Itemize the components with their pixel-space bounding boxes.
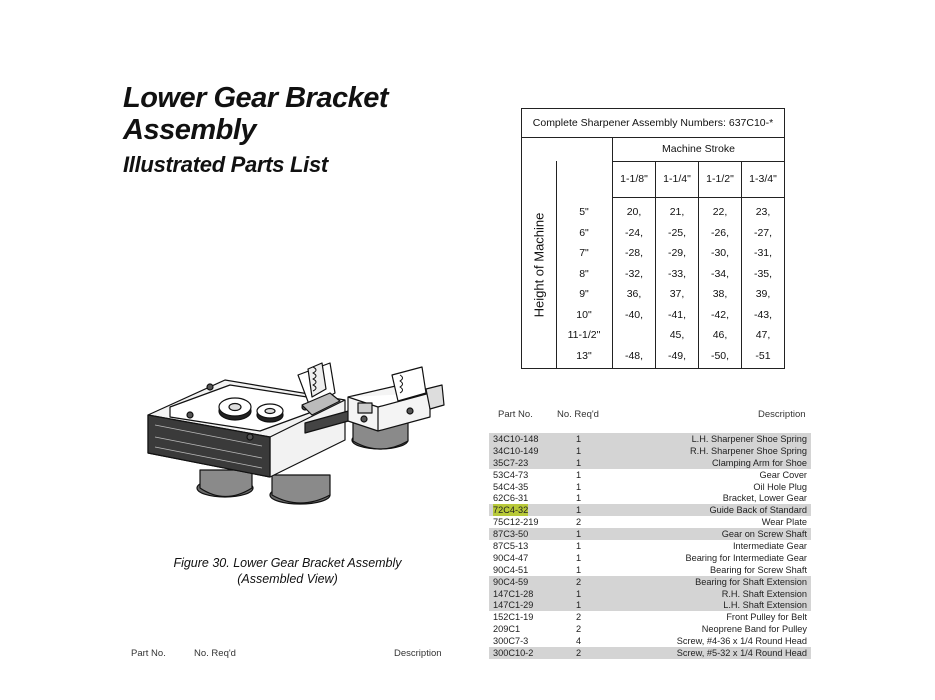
assembly-number-cell: -35,: [753, 267, 773, 280]
assembly-number-cell: 37,: [669, 288, 685, 300]
quantity-required: 1: [576, 457, 582, 468]
quantity-required: 2: [576, 576, 582, 587]
assembly-number-cell: 45,: [669, 329, 685, 341]
assembly-number-cell: 47,: [755, 329, 771, 341]
quantity-required: 1: [576, 493, 582, 504]
part-number: 54C4-35: [493, 481, 529, 492]
part-description: Neoprene Band for Pulley: [701, 624, 807, 635]
stroke-column-header: 1-3/4": [749, 173, 777, 185]
assembly-number-cell: -34,: [710, 267, 730, 280]
part-number: 147C1-29: [493, 600, 534, 611]
part-number: 300C7-3: [493, 636, 529, 647]
quantity-required: 2: [576, 612, 582, 623]
part-description: Front Pulley for Belt: [726, 612, 807, 623]
part-number: 75C12-219: [493, 517, 539, 528]
part-description: Screw, #5-32 x 1/4 Round Head: [676, 648, 807, 659]
lower-gear-bracket-illustration: [130, 345, 450, 520]
column-divider: [698, 161, 699, 368]
column-divider: [741, 161, 742, 368]
part-description: Bearing for Screw Shaft: [709, 564, 807, 575]
part-description: L.H. Sharpener Shoe Spring: [691, 434, 807, 444]
stroke-column-header: 1-1/2": [706, 173, 734, 185]
machine-height-label: 13": [576, 349, 592, 362]
assembly-number-cell: -32,: [624, 267, 644, 280]
quantity-required: 1: [576, 469, 582, 480]
quantity-required: 1: [576, 434, 582, 444]
assembly-number-cell: 38,: [712, 288, 728, 300]
parts-description-header: Description: [758, 409, 806, 420]
machine-height-label: 6": [579, 226, 589, 239]
part-description: Guide Back of Standard: [709, 505, 807, 516]
parts-row: [489, 528, 811, 540]
part-number: 34C10-148: [493, 434, 539, 444]
figure-caption: [145, 555, 430, 587]
part-description: Screw, #4-36 x 1/4 Round Head: [676, 636, 807, 647]
part-number: 62C6-31: [493, 493, 529, 504]
assembly-number-cell: -25,: [667, 226, 687, 239]
assembly-number-table: [521, 108, 785, 369]
quantity-required: 1: [576, 600, 582, 611]
assembly-number-cell: -33,: [667, 267, 687, 280]
machine-height-label: 7": [579, 247, 589, 259]
parts-part-no-header: Part No.: [498, 409, 533, 420]
bottom-part-no-header: Part No.: [131, 648, 166, 659]
assembly-number-cell: -41,: [667, 308, 687, 321]
parts-row: [489, 552, 811, 564]
quantity-required: 1: [576, 564, 582, 575]
part-description: Oil Hole Plug: [753, 481, 807, 492]
parts-row: [489, 611, 811, 623]
assembly-number-cell: -27,: [753, 226, 773, 239]
part-number: 87C5-13: [493, 541, 529, 552]
parts-row: [489, 623, 811, 635]
parts-row: [489, 540, 811, 552]
page-subtitle: Illustrated Parts List: [123, 152, 328, 177]
part-description: R.H. Shaft Extension: [721, 588, 807, 599]
parts-row: [489, 445, 811, 457]
assembly-number-cell: 39,: [755, 288, 771, 300]
assembly-number-cell: -50,: [710, 349, 730, 362]
assembly-number-cell: -29,: [667, 247, 687, 259]
quantity-required: 2: [576, 517, 582, 528]
part-description: Gear Cover: [759, 469, 807, 480]
assembly-number-cell: 22,: [712, 206, 728, 218]
parts-row: [489, 457, 811, 469]
assembly-number-cell: -28,: [624, 247, 644, 259]
quantity-required: 1: [576, 481, 582, 492]
part-number: 209C1: [493, 624, 521, 635]
part-description: Bearing for Intermediate Gear: [685, 552, 807, 563]
height-of-machine-label: Height of Machine: [531, 212, 547, 317]
assembly-number-cell: -26,: [710, 226, 730, 239]
assembly-number-cell: -42,: [710, 308, 730, 321]
part-number: 34C10-149: [493, 445, 539, 456]
part-description: R.H. Sharpener Shoe Spring: [690, 445, 807, 456]
parts-row: [489, 588, 811, 600]
quantity-required: 1: [576, 541, 582, 552]
assembly-number-cell: -40,: [624, 308, 644, 321]
part-description: Intermediate Gear: [732, 541, 807, 552]
column-divider: [655, 161, 656, 368]
part-number: 90C4-59: [493, 576, 529, 587]
parts-row: [489, 576, 811, 588]
assembly-number-cell: -51: [755, 349, 771, 362]
parts-row: [489, 599, 811, 611]
part-description: Clamping Arm for Shoe: [712, 457, 807, 468]
title-block: [123, 82, 388, 178]
parts-row: [489, 564, 811, 576]
parts-row: [489, 492, 811, 504]
assembly-number-cell: -43,: [753, 308, 773, 321]
assembly-number-cell: 23,: [755, 206, 771, 218]
quantity-required: 1: [576, 552, 582, 563]
quantity-required: 2: [576, 624, 582, 635]
stroke-column-header: 1-1/8": [620, 173, 648, 185]
quantity-required: 1: [576, 505, 582, 516]
part-description: Bracket, Lower Gear: [722, 493, 807, 504]
part-number: 90C4-47: [493, 552, 529, 563]
quantity-required: 1: [576, 529, 582, 540]
part-number: 87C3-50: [493, 529, 529, 540]
part-number: 72C4-32: [493, 505, 529, 516]
parts-list: [489, 433, 811, 659]
assembly-number-cell: -31,: [753, 247, 773, 259]
parts-row: [489, 504, 811, 516]
assembly-number-cell: 20,: [626, 206, 642, 218]
machine-height-label: 11-1/2": [567, 329, 601, 341]
assembly-number-cell: 46,: [712, 329, 728, 341]
quantity-required: 1: [576, 588, 582, 599]
quantity-required: 2: [576, 648, 582, 659]
machine-height-label: 10": [576, 308, 592, 321]
column-divider: [612, 161, 613, 368]
part-number: 300C10-2: [493, 648, 534, 659]
parts-row: [489, 635, 811, 647]
part-number: 147C1-28: [493, 588, 534, 599]
machine-height-label: 5": [579, 206, 589, 218]
parts-row: [489, 647, 811, 659]
part-description: Wear Plate: [761, 517, 807, 528]
machine-height-label: 8": [579, 267, 589, 280]
part-description: L.H. Shaft Extension: [723, 600, 807, 611]
row-axis: [522, 161, 557, 368]
parts-row: [489, 516, 811, 528]
part-number: 53C4-73: [493, 469, 529, 480]
assembly-number-cell: 21,: [669, 206, 685, 218]
machine-stroke-header: Machine Stroke: [612, 137, 784, 162]
quantity-required: 1: [576, 445, 582, 456]
bottom-no-reqd-header: No. Req'd: [194, 648, 236, 659]
figure-caption-line1: Figure 30. Lower Gear Bracket Assembly: [173, 556, 402, 570]
stroke-column-header: 1-1/4": [663, 173, 691, 185]
assembly-number-cell: -30,: [710, 247, 730, 259]
column-header-divider: [612, 197, 784, 198]
parts-row: [489, 469, 811, 481]
machine-height-label: 9": [579, 288, 589, 300]
part-number: 152C1-19: [493, 612, 534, 623]
parts-row: [489, 481, 811, 493]
assembly-number-cell: -49,: [667, 349, 687, 362]
figure-caption-line2: (Assembled View): [237, 572, 338, 586]
bottom-description-header: Description: [394, 648, 442, 659]
assembly-number-cell: -24,: [624, 226, 644, 239]
assembly-table-header: Complete Sharpener Assembly Numbers: 637C10-*: [522, 109, 784, 138]
quantity-required: 4: [576, 636, 582, 647]
parts-no-reqd-header: No. Req'd: [557, 409, 599, 420]
part-description: Gear on Screw Shaft: [721, 529, 807, 540]
page-title-line2: Assembly: [123, 114, 257, 146]
assembly-number-cell: -48,: [624, 349, 644, 362]
part-number: 90C4-51: [493, 564, 529, 575]
assembly-number-cell: 36,: [626, 288, 642, 300]
part-description: Bearing for Shaft Extension: [695, 576, 807, 587]
page-title-line1: Lower Gear Bracket: [123, 82, 389, 114]
parts-row: [489, 433, 811, 445]
part-number: 35C7-23: [493, 457, 529, 468]
